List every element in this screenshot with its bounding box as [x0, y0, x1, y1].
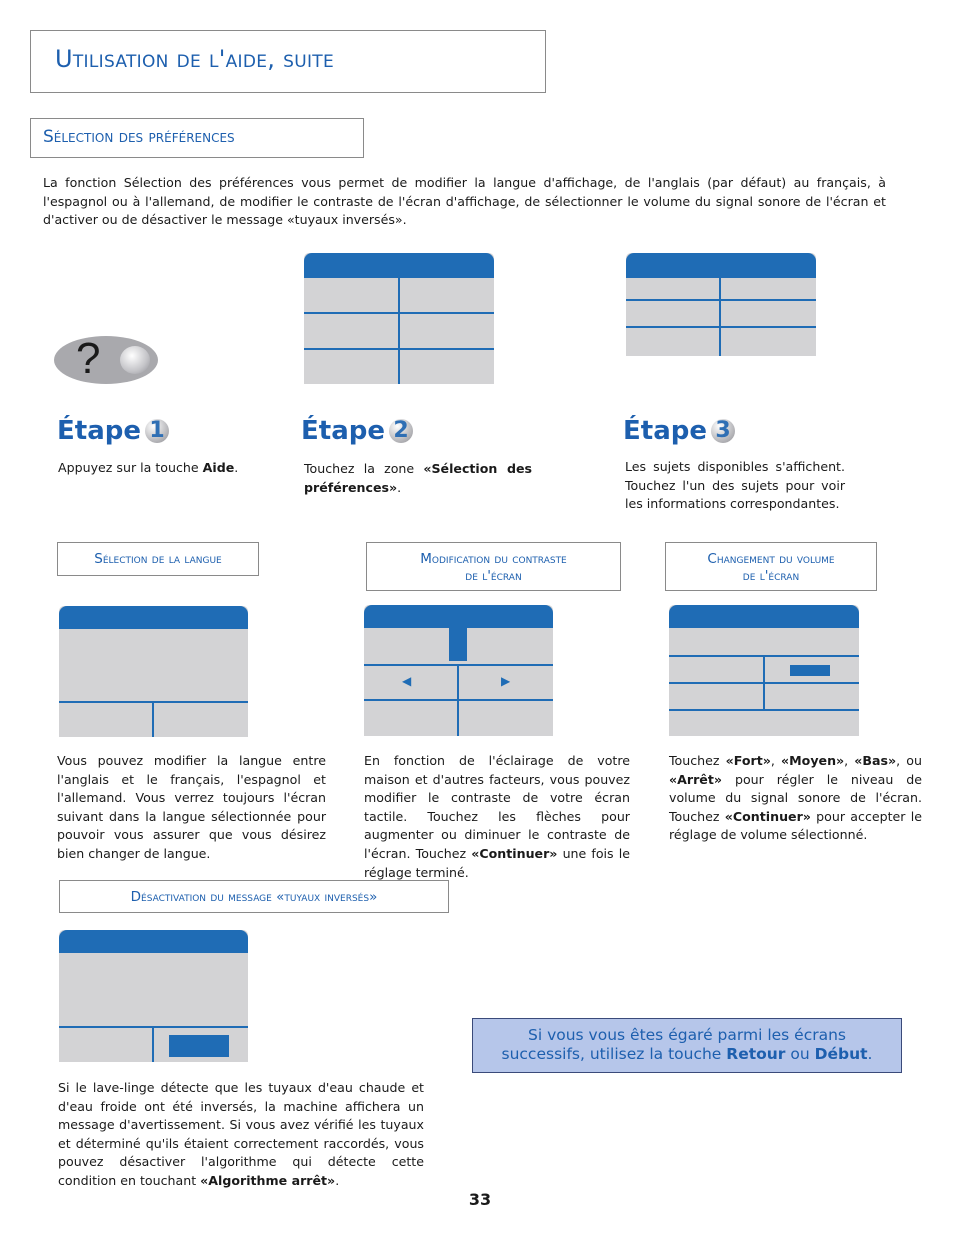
screen-contrast [364, 605, 553, 736]
step-1-heading: Étape 1 [57, 416, 169, 446]
help-button-icon [54, 336, 158, 384]
arrow-right-icon: ▶ [501, 674, 511, 688]
step-2-heading: Étape 2 [301, 416, 413, 446]
algorithm-off-selected [169, 1035, 229, 1057]
question-mark-icon: ? [76, 334, 101, 383]
screen-topics-list [626, 253, 816, 356]
subsection-title-contraste: Modification du contraste de l'écran [366, 542, 621, 591]
section-title: Sélection des préférences [43, 127, 235, 147]
intro-paragraph: La fonction Sélection des préférences vous permet de modifier la langue d'affichage, de l'anglais (par défaut) au français, à l'espagnol ou à l'allemand, de modifier le contraste de l'écran d'affichage, de sélectionner le volume du signal sonore de l'écran et d'activer ou de désactiver le message «tuyaux inversés». [43, 175, 886, 228]
langue-paragraph: Vous pouvez modifier la langue entre l'anglais et le français, l'espagnol et l'allemand. Vous verrez toujours l'écran suivant dans la langue sélectionnée pour pouvoir vous assurer que vous désirez bien changer de langue. [57, 753, 326, 861]
step-1-text: Appuyez sur la touche Aide. [58, 460, 239, 475]
screen-preferences-menu [304, 253, 494, 384]
subsection-title-langue: Sélection de la langue [57, 542, 259, 576]
step-3-heading: Étape 3 [623, 416, 735, 446]
screen-volume [669, 605, 859, 736]
step-3-text: Les sujets disponibles s'affichent. Touchez l'un des sujets pour voir les informations correspondantes. [625, 459, 845, 512]
contraste-paragraph: En fonction de l'éclairage de votre maison et d'autres facteurs, vous pouvez modifier le contraste de votre écran tactile. Touchez les flèches pour augmenter ou diminuer le contraste de l'écran. Touchez «Continuer» une fois le réglage terminé. [364, 753, 630, 880]
volume-selected-indicator [790, 665, 830, 676]
contrast-level-indicator [449, 628, 467, 661]
step-1-number-icon: 1 [145, 419, 169, 443]
page-number: 33 [468, 1190, 492, 1209]
tuyaux-paragraph: Si le lave-linge détecte que les tuyaux d'eau chaude et d'eau froide ont été inversés, la machine affichera un message d'avertissement. Si vous avez vérifié les tuyaux et déterminé qu'ils étaient correctement raccordés, vous pouvez désactiver l'algorithme qui détecte cette condition en touchant «Algorithme arrêt». [58, 1080, 424, 1188]
navigation-tip-box: Si vous vous êtes égaré parmi les écrans successifs, utilisez la touche Retour ou Début. [472, 1018, 902, 1073]
step-2-text: Touchez la zone «Sélection des préférences». [304, 461, 532, 495]
volume-paragraph: Touchez «Fort», «Moyen», «Bas», ou «Arrêt» pour régler le niveau de volume du signal sonore de l'écran. Touchez «Continuer» pour accepter le réglage de volume sélectionné. [669, 753, 922, 843]
subsection-title-tuyaux: Désactivation du message «tuyaux inversés» [59, 880, 449, 913]
subsection-title-volume: Changement du volume de l'écran [665, 542, 877, 591]
screen-tuyaux [59, 930, 248, 1062]
step-3-number-icon: 3 [711, 419, 735, 443]
step-2-number-icon: 2 [389, 419, 413, 443]
page-title: Utilisation de l'aide, suite [55, 45, 335, 73]
section-title-box [30, 118, 364, 158]
arrow-left-icon: ◀ [402, 674, 412, 688]
page-title-box [30, 30, 546, 93]
round-knob-icon [120, 346, 150, 374]
screen-language [59, 606, 248, 737]
